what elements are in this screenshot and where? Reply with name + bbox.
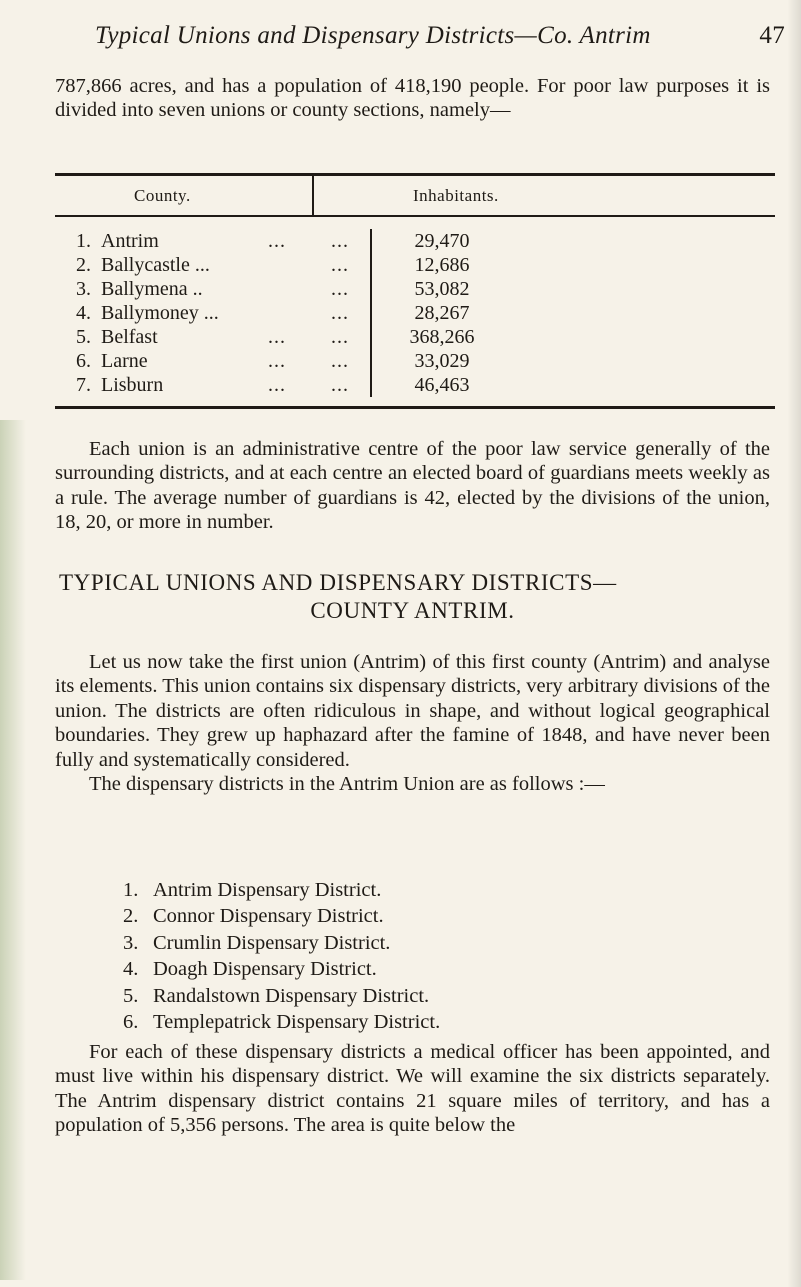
list-item-name: Connor Dispensary District. (153, 905, 384, 928)
row-leader-dots: ... (268, 230, 286, 252)
table-top-rule (55, 173, 775, 176)
row-number: 4. (76, 302, 91, 324)
row-leader-dots: ... (331, 350, 349, 372)
medical-officer-paragraph (55, 1040, 770, 1138)
table-row (76, 229, 576, 253)
table-row (76, 349, 576, 373)
row-number: 1. (76, 230, 91, 252)
row-inhabitants: 46,463 (414, 374, 470, 396)
row-leader-dots: ... (268, 350, 286, 372)
row-inhabitants: 12,686 (414, 254, 470, 276)
row-leader-dots: ... (268, 374, 286, 396)
analysis-paragraph (55, 650, 770, 796)
table-header-divider (312, 176, 314, 215)
list-item-number: 2. (123, 905, 139, 928)
list-item-number: 5. (123, 984, 139, 1007)
table-row (76, 373, 576, 397)
list-item (123, 956, 440, 982)
table-rows (76, 229, 576, 397)
table-row (76, 325, 576, 349)
row-leader-dots: ... (331, 326, 349, 348)
list-item-number: 6. (123, 1011, 139, 1034)
row-leader-dots: ... (331, 278, 349, 300)
list-item-name: Randalstown Dispensary District. (153, 984, 430, 1007)
row-number: 6. (76, 350, 91, 372)
medical-officer-text: For each of these dispensary districts a medical officer has been appointed, and must live within his dispensary district. We will examine the six districts separately. The Antrim dispensary district contains 21 square miles of territory, and has a population of 5,356 persons. The area is quite below the (55, 1041, 770, 1137)
row-inhabitants: 53,082 (414, 278, 470, 300)
row-county: Antrim (101, 230, 159, 252)
row-number: 7. (76, 374, 91, 396)
row-number: 2. (76, 254, 91, 276)
list-item-number: 1. (123, 879, 139, 901)
section-heading-line2: COUNTY ANTRIM. (310, 598, 515, 623)
row-county: Belfast (101, 326, 158, 348)
list-item-name: Templepatrick Dispensary District. (153, 1011, 441, 1034)
list-item (123, 983, 440, 1009)
running-head (95, 22, 785, 50)
row-county: Lisburn (101, 374, 164, 396)
list-item (123, 877, 440, 903)
row-inhabitants: 29,470 (414, 230, 470, 252)
row-leader-dots: ... (331, 230, 349, 252)
row-leader-dots: ... (268, 326, 286, 348)
intro-paragraph (55, 74, 770, 123)
intro-text: 787,866 acres, and has a population of 418,190 people. For poor law purposes it is divided into seven unions or county sections, namely— (55, 75, 770, 122)
row-number: 3. (76, 278, 91, 300)
follows-text: The dispensary districts in the Antrim Union are as follows :— (89, 773, 605, 796)
analysis-text: Let us now take the first union (Antrim) of this first county (Antrim) and analyse its elements. This union contains six dispensary districts, very arbitrary divisions of the union. The districts are often ridiculous in shape, and without logical geographical boundaries. They grew up haphazard after the famine of 1848, and have never been fully and systematically considered. (55, 651, 770, 771)
list-item (123, 930, 440, 956)
spine-shadow (787, 0, 801, 1287)
list-item-number: 4. (123, 958, 139, 981)
row-county: Ballymena .. (101, 278, 203, 300)
list-item-name: Crumlin Dispensary District. (153, 931, 391, 954)
row-leader-dots: ... (331, 374, 349, 396)
row-county: Larne (101, 350, 148, 372)
row-leader-dots: ... (331, 254, 349, 276)
table-bottom-rule (55, 406, 775, 409)
list-item-number: 3. (123, 931, 139, 954)
page-number: 47 (759, 22, 785, 49)
row-county: Ballycastle ... (101, 254, 210, 276)
list-item (123, 1009, 440, 1035)
running-head-title: Typical Unions and Dispensary Districts—Co. Antrim (95, 22, 651, 49)
column-header-inhabitants: Inhabitants. (413, 186, 499, 205)
dispensary-district-list (123, 877, 440, 1035)
page-edge-stain (0, 420, 26, 1280)
list-item-name: Doagh Dispensary District. (153, 958, 377, 981)
table-header-rule (55, 215, 775, 217)
union-text: Each union is an administrative centre of the poor law service generally of the surrounding districts, and at each centre an elected board of guardians meets weekly as a rule. The average number of guardians is 42, elected by the divisions of the union, 18, 20, or more in number. (55, 438, 770, 534)
row-inhabitants: 368,266 (409, 326, 475, 348)
row-inhabitants: 28,267 (414, 302, 470, 324)
row-inhabitants: 33,029 (414, 350, 470, 372)
union-paragraph (55, 437, 770, 535)
row-leader-dots: ... (331, 302, 349, 324)
list-item (123, 903, 440, 929)
row-number: 5. (76, 326, 91, 348)
section-heading (55, 570, 770, 624)
table-row (76, 277, 576, 301)
table-row (76, 301, 576, 325)
list-item-name: Antrim Dispensary District. (153, 879, 382, 901)
table-row (76, 253, 576, 277)
section-heading-line1: TYPICAL UNIONS AND DISPENSARY DISTRICTS— (59, 570, 617, 595)
column-header-county: County. (134, 186, 191, 205)
row-county: Ballymoney ... (101, 302, 219, 324)
